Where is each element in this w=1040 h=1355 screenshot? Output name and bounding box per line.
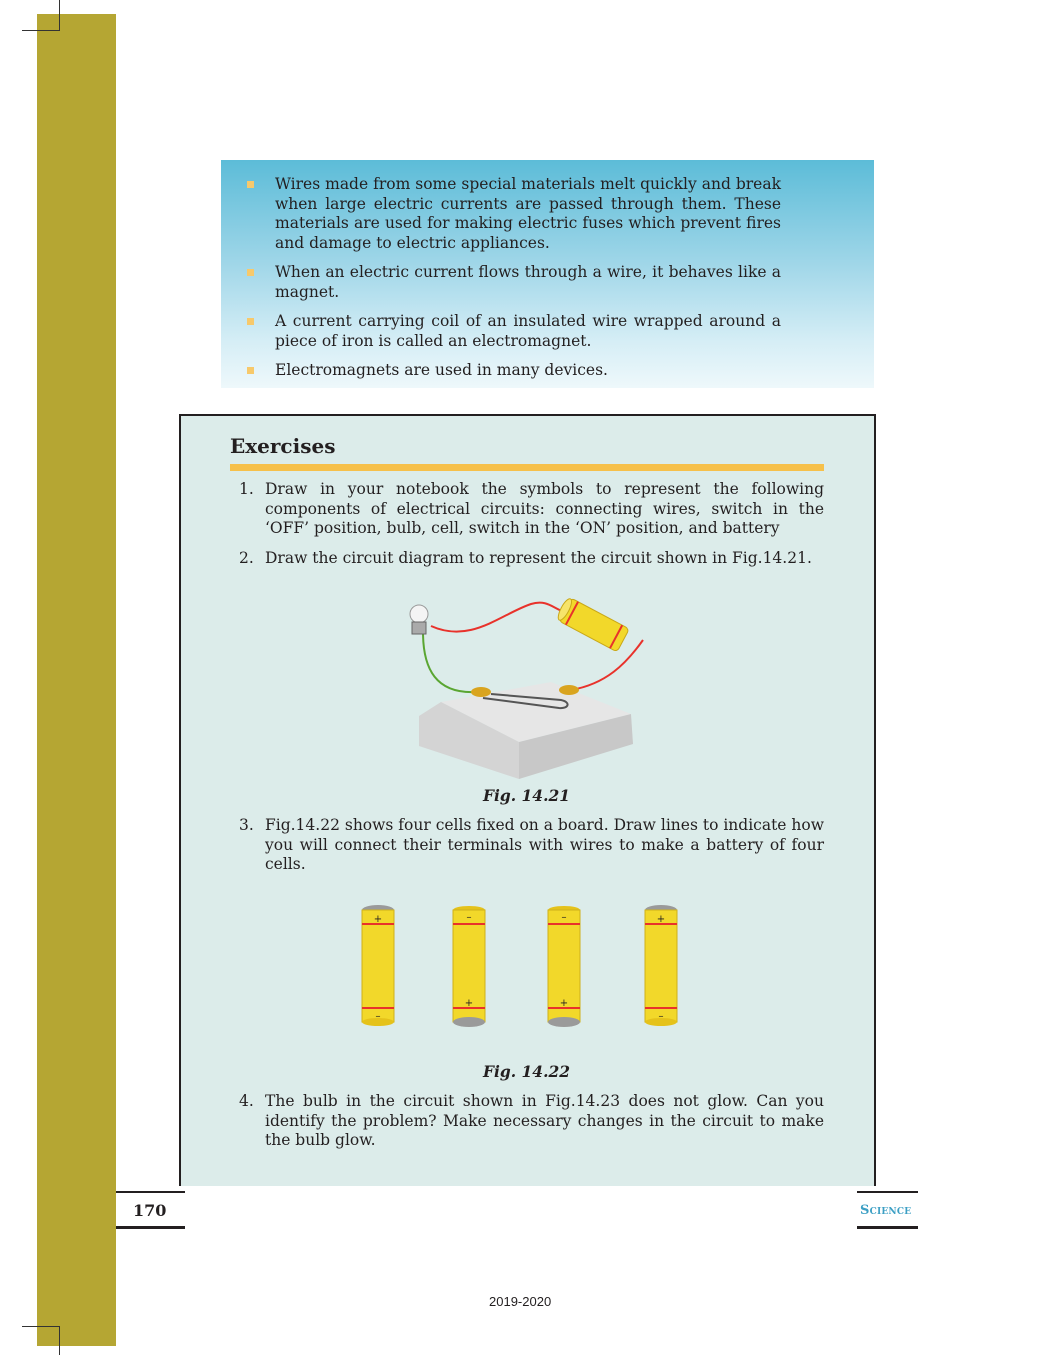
summary-box <box>221 160 874 388</box>
summary-list <box>221 160 874 381</box>
cells-illustration <box>331 886 731 1046</box>
cell-3 <box>544 902 584 1030</box>
cell-2-bottom-label: + <box>464 998 474 1009</box>
question-number: 2. <box>239 549 254 567</box>
cell-4-top-label: + <box>656 914 666 925</box>
summary-item: Wires made from some special materials melt quickly and break when large electric currents are passed through them. These materials are used for making electric fuses which prevent fires and damage to electric appliances. <box>221 175 874 253</box>
question-number: 3. <box>239 816 254 834</box>
red-wire-2 <box>571 640 643 690</box>
green-wire <box>423 632 476 692</box>
cell-3-top-label: – <box>561 912 567 923</box>
subject-box <box>857 1191 918 1229</box>
switch-terminal-left <box>471 687 491 697</box>
question-4 <box>239 1092 824 1151</box>
cell-3-bottom-label: + <box>559 998 569 1009</box>
question-3 <box>239 816 824 875</box>
crop-mark-bottom-h <box>22 1326 60 1327</box>
page-number-box <box>116 1191 185 1229</box>
crop-mark-bottom-v <box>59 1326 60 1355</box>
question-2 <box>239 549 824 569</box>
page-number: 170 <box>133 1201 167 1220</box>
question-number: 1. <box>239 480 254 498</box>
cell-2 <box>449 902 489 1030</box>
crop-mark-top-h <box>22 30 60 31</box>
subject-label: Science <box>860 1203 912 1218</box>
question-number: 4. <box>239 1092 254 1110</box>
circuit-illustration <box>401 584 661 779</box>
bullet-square-icon <box>247 367 254 374</box>
cell-4 <box>641 902 681 1030</box>
exercises-box <box>179 414 876 1186</box>
cell-illustration <box>555 596 629 652</box>
bulb-illustration <box>410 605 428 634</box>
figure-caption-14-22: Fig. 14.22 <box>483 1062 571 1081</box>
summary-item: A current carrying coil of an insulated wire wrapped around a piece of iron is called an electromagnet. <box>221 312 874 351</box>
bullet-square-icon <box>247 318 254 325</box>
cell-4-bottom-label: – <box>658 1011 664 1022</box>
summary-item: Electromagnets are used in many devices. <box>221 361 874 381</box>
question-text: The bulb in the circuit shown in Fig.14.23 does not glow. Can you identify the problem? Make necessary changes in the circuit to make the bulb glow. <box>265 1092 824 1149</box>
side-color-band <box>37 14 116 1346</box>
question-text: Draw the circuit diagram to represent the circuit shown in Fig.14.21. <box>265 549 812 567</box>
bullet-square-icon <box>247 269 254 276</box>
switch-terminal-right <box>559 685 579 695</box>
question-text: Draw in your notebook the symbols to represent the following components of electrical circuits: connecting wires, switch in the ‘OFF’ position, bulb, cell, switch in the ‘ON’ position, and battery <box>265 480 824 537</box>
red-wire <box>431 603 571 632</box>
title-underline <box>230 464 824 471</box>
cell-2-top-label: – <box>466 912 472 923</box>
figure-caption-14-21: Fig. 14.21 <box>483 786 571 805</box>
cell-1-top-label: + <box>373 914 383 925</box>
exercises-title: Exercises <box>230 434 336 458</box>
question-1 <box>239 480 824 539</box>
question-text: Fig.14.22 shows four cells fixed on a board. Draw lines to indicate how you will connect their terminals with wires to make a battery of four cells. <box>265 816 824 873</box>
summary-item: When an electric current flows through a wire, it behaves like a magnet. <box>221 263 874 302</box>
cell-1-bottom-label: – <box>375 1011 381 1022</box>
crop-mark-top-v <box>59 0 60 30</box>
edition-year: 2019-2020 <box>489 1294 552 1309</box>
bullet-square-icon <box>247 181 254 188</box>
cell-1 <box>358 902 398 1030</box>
